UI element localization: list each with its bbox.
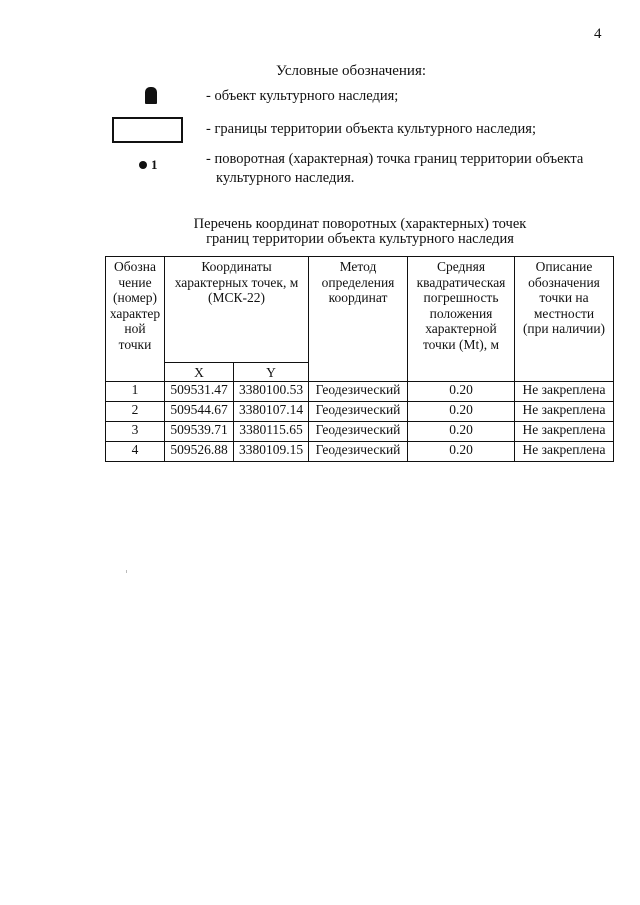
turning-point-label: 1 (151, 157, 158, 172)
cell-method: Геодезический (309, 402, 408, 422)
header-designation: Обозна чение (номер) характер ной точки (106, 257, 165, 382)
legend-item-boundary-text: - границы территории объекта культурного наследия; (206, 121, 536, 137)
page-number: 4 (594, 26, 602, 42)
cell-x: 509526.88 (165, 442, 234, 462)
table-row (106, 442, 614, 462)
header-coordinates: Координаты характерных точек, м (МСК-22) (165, 257, 309, 363)
turning-point-icon (139, 157, 158, 173)
table-heading-line2: границ территории объекта культурного наследия (206, 231, 514, 247)
header-method: Метод определения координат (309, 257, 408, 382)
cell-number: 4 (106, 442, 165, 462)
table-heading (110, 217, 610, 247)
table-row (106, 422, 614, 442)
cell-y: 3380115.65 (234, 422, 309, 442)
header-x: X (165, 363, 234, 382)
cell-error: 0.20 (408, 382, 515, 402)
cell-method: Геодезический (309, 442, 408, 462)
table-heading-line1: Перечень координат поворотных (характерных) точек (193, 216, 527, 232)
cell-description: Не закреплена (515, 422, 614, 442)
cell-number: 2 (106, 402, 165, 422)
cell-y: 3380100.53 (234, 382, 309, 402)
territory-boundary-icon (112, 117, 183, 143)
cell-error: 0.20 (408, 422, 515, 442)
header-error: Средняя квадратическая погрешность положения характерной точки (Mt), м (408, 257, 515, 382)
legend-title: Условные обозначения: (276, 63, 427, 79)
header-y: Y (234, 363, 309, 382)
scan-speck (126, 570, 127, 573)
legend-item-point-text-line2: культурного наследия. (216, 170, 355, 186)
cell-error: 0.20 (408, 402, 515, 422)
legend-item-object-text: - объект культурного наследия; (206, 88, 399, 104)
cell-y: 3380107.14 (234, 402, 309, 422)
cultural-heritage-object-icon (145, 87, 157, 104)
cell-method: Геодезический (309, 422, 408, 442)
cell-description: Не закреплена (515, 382, 614, 402)
legend-item-point-text (206, 150, 583, 188)
cell-description: Не закреплена (515, 402, 614, 422)
cell-x: 509544.67 (165, 402, 234, 422)
cell-method: Геодезический (309, 382, 408, 402)
coordinates-table (105, 256, 614, 462)
cell-number: 3 (106, 422, 165, 442)
cell-x: 509531.47 (165, 382, 234, 402)
header-description: Описание обозначения точки на местности (при наличии) (515, 257, 614, 382)
table-row (106, 382, 614, 402)
cell-number: 1 (106, 382, 165, 402)
cell-description: Не закреплена (515, 442, 614, 462)
cell-x: 509539.71 (165, 422, 234, 442)
point-dot-icon (139, 161, 147, 169)
legend-item-point-text-line1: - поворотная (характерная) точка границ территории объекта (206, 151, 584, 167)
cell-y: 3380109.15 (234, 442, 309, 462)
table-row (106, 402, 614, 422)
cell-error: 0.20 (408, 442, 515, 462)
